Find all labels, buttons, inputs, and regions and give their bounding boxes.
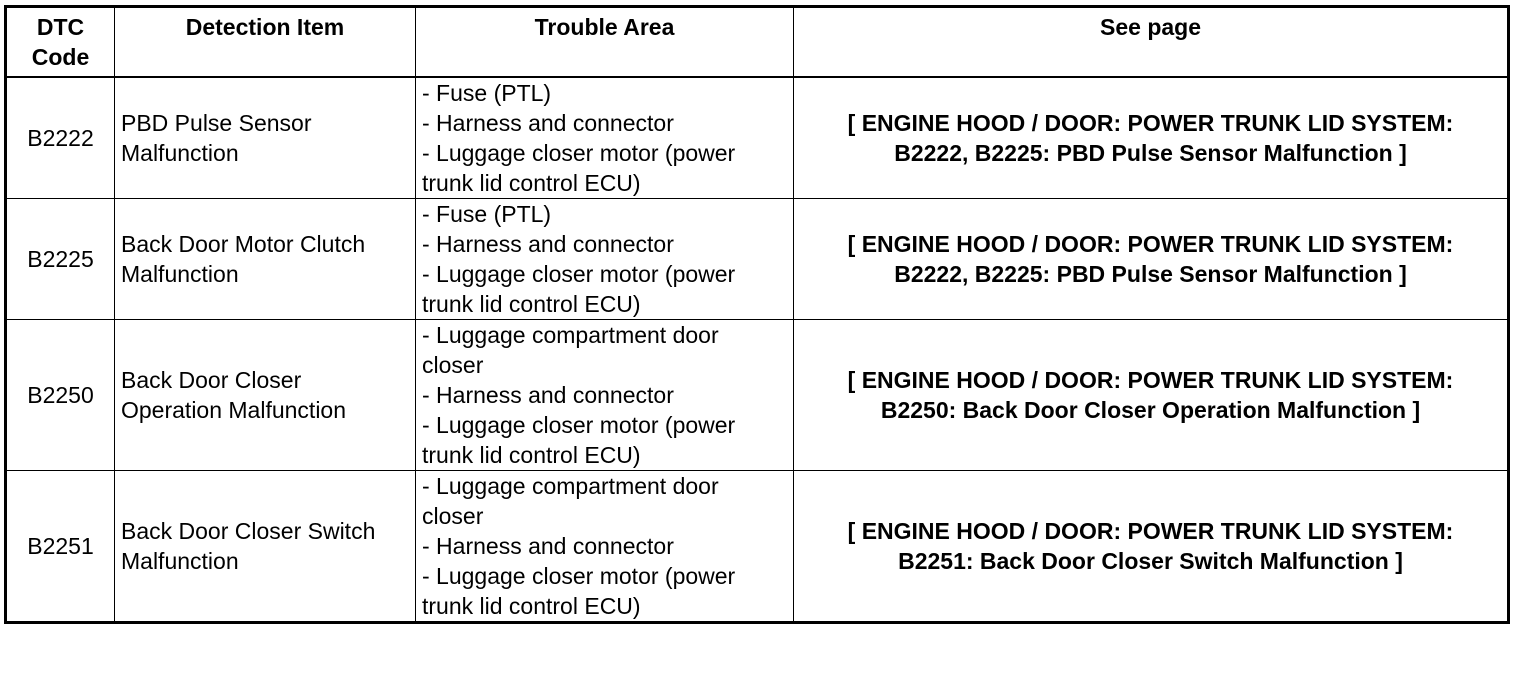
see-page-line: B2222, B2225: PBD Pulse Sensor Malfunction ] bbox=[894, 260, 1407, 287]
trouble-area-cell bbox=[416, 319, 794, 470]
dtc-code-cell: B2225 bbox=[6, 198, 115, 319]
trouble-line: - Luggage closer motor (power bbox=[422, 260, 736, 287]
dtc-table bbox=[4, 5, 1510, 624]
header-dtc-code-line: Code bbox=[31, 44, 90, 70]
header-dtc-code bbox=[6, 7, 115, 77]
see-page-line: B2222, B2225: PBD Pulse Sensor Malfunction ] bbox=[894, 139, 1407, 166]
table-row bbox=[6, 470, 1509, 622]
table-row bbox=[6, 77, 1509, 199]
trouble-line: - Luggage closer motor (power bbox=[422, 139, 736, 166]
trouble-line: trunk lid control ECU) bbox=[422, 441, 641, 468]
detection-line: Back Door Closer bbox=[121, 366, 302, 393]
detection-line: Operation Malfunction bbox=[121, 396, 347, 423]
detection-line: PBD Pulse Sensor bbox=[121, 109, 312, 136]
header-see-page: See page bbox=[794, 7, 1509, 77]
see-page-link[interactable] bbox=[794, 319, 1509, 470]
see-page-link[interactable] bbox=[794, 198, 1509, 319]
trouble-line: - Harness and connector bbox=[422, 109, 674, 136]
trouble-line: closer bbox=[422, 351, 484, 378]
dtc-table-container bbox=[4, 5, 1510, 624]
detection-line: Back Door Motor Clutch bbox=[121, 230, 366, 257]
table-row bbox=[6, 198, 1509, 319]
table-row bbox=[6, 319, 1509, 470]
header-dtc-code-line: DTC bbox=[36, 14, 85, 40]
trouble-line: - Fuse (PTL) bbox=[422, 79, 552, 106]
detection-item-cell bbox=[115, 198, 416, 319]
detection-item-cell bbox=[115, 77, 416, 199]
dtc-code-cell: B2250 bbox=[6, 319, 115, 470]
trouble-line: - Fuse (PTL) bbox=[422, 200, 552, 227]
see-page-line: [ ENGINE HOOD / DOOR: POWER TRUNK LID SYSTEM: bbox=[847, 230, 1454, 257]
header-detection-item: Detection Item bbox=[115, 7, 416, 77]
see-page-link[interactable] bbox=[794, 77, 1509, 199]
detection-line: Back Door Closer Switch bbox=[121, 517, 376, 544]
detection-line: Malfunction bbox=[121, 260, 239, 287]
trouble-line: - Harness and connector bbox=[422, 532, 674, 559]
trouble-line: closer bbox=[422, 502, 484, 529]
detection-line: Malfunction bbox=[121, 139, 239, 166]
trouble-line: - Luggage closer motor (power bbox=[422, 411, 736, 438]
trouble-line: trunk lid control ECU) bbox=[422, 592, 641, 619]
see-page-line: B2251: Back Door Closer Switch Malfunction ] bbox=[898, 547, 1403, 574]
see-page-line: B2250: Back Door Closer Operation Malfunction ] bbox=[880, 396, 1421, 423]
trouble-line: - Harness and connector bbox=[422, 230, 674, 257]
detection-item-cell bbox=[115, 319, 416, 470]
dtc-code-cell: B2251 bbox=[6, 470, 115, 622]
see-page-line: [ ENGINE HOOD / DOOR: POWER TRUNK LID SYSTEM: bbox=[847, 517, 1454, 544]
trouble-area-cell bbox=[416, 198, 794, 319]
detection-line: Malfunction bbox=[121, 547, 239, 574]
trouble-line: - Luggage closer motor (power bbox=[422, 562, 736, 589]
trouble-line: - Luggage compartment door bbox=[422, 321, 719, 348]
dtc-code-cell: B2222 bbox=[6, 77, 115, 199]
header-trouble-area: Trouble Area bbox=[416, 7, 794, 77]
detection-item-cell bbox=[115, 470, 416, 622]
trouble-area-cell bbox=[416, 470, 794, 622]
see-page-link[interactable] bbox=[794, 470, 1509, 622]
header-row bbox=[6, 7, 1509, 77]
trouble-line: - Harness and connector bbox=[422, 381, 674, 408]
trouble-line: trunk lid control ECU) bbox=[422, 169, 641, 196]
see-page-line: [ ENGINE HOOD / DOOR: POWER TRUNK LID SYSTEM: bbox=[847, 366, 1454, 393]
see-page-line: [ ENGINE HOOD / DOOR: POWER TRUNK LID SYSTEM: bbox=[847, 109, 1454, 136]
trouble-area-cell bbox=[416, 77, 794, 199]
trouble-line: trunk lid control ECU) bbox=[422, 290, 641, 317]
trouble-line: - Luggage compartment door bbox=[422, 472, 719, 499]
